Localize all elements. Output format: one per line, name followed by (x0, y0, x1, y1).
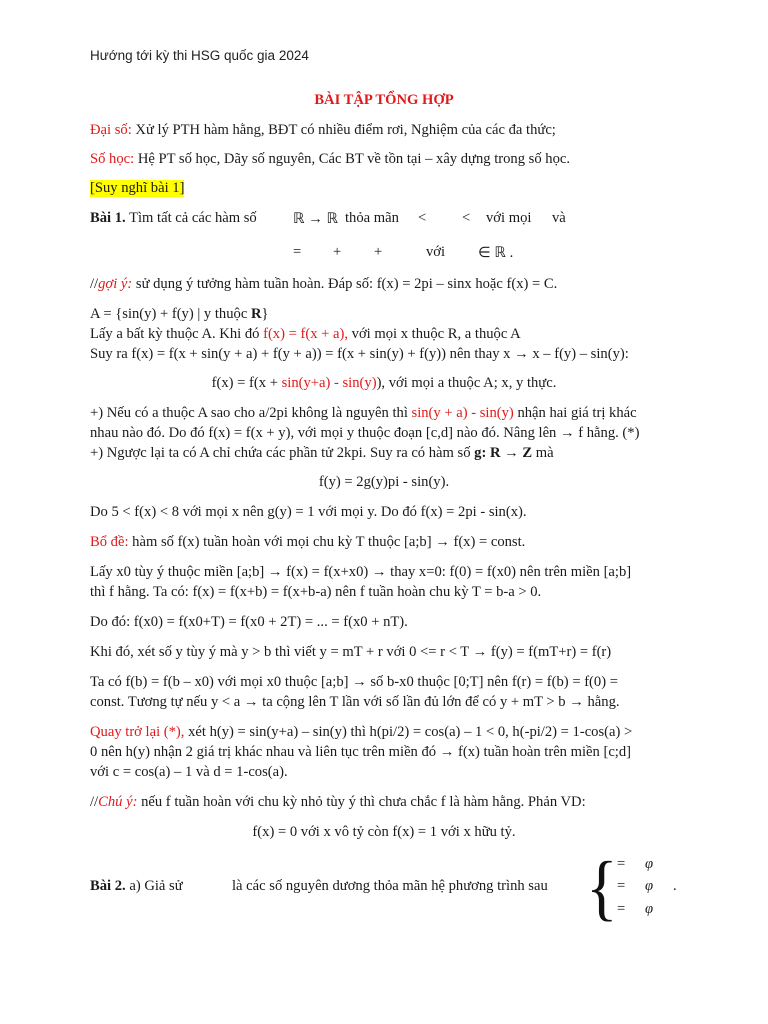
dai-so-text: Xử lý PTH hàm hằng, BĐT có nhiều điểm rơi, Nghiệm của các đa thức; (131, 122, 556, 138)
lay-text1: Lấy a bất kỳ thuộc A. Khi đó (90, 326, 264, 342)
sys-phi2: φ (645, 878, 654, 894)
chuy-label: Chú ý: (98, 794, 138, 810)
chuy-prefix: // (90, 794, 99, 810)
lay-red: f(x) = f(x + a), (263, 326, 349, 342)
sys-eq3: = (617, 901, 626, 917)
bai2-text1: a) Giả sử (125, 878, 183, 894)
sys-dot: . (673, 878, 677, 894)
bai1-label: Bài 1. (90, 210, 126, 226)
lay-line (90, 326, 521, 343)
quay-line1 (90, 724, 632, 741)
quay-line2: 0 nên h(y) nhận 2 giá trị khác nhau và liên tục trên miền đó → f(x) tuần hoàn trên miền [c;d] (90, 744, 632, 760)
set-a-text: A = {sin(y) + f(y) | y thuộc (90, 306, 251, 322)
bai1-line1 (90, 210, 257, 227)
fx-text2: ), với mọi a thuộc A; x, y thực. (376, 375, 557, 391)
so-hoc-line (90, 151, 570, 168)
bai1-l2-plus1: + (333, 244, 342, 260)
fx-red: sin(y+a) - sin(y) (281, 375, 377, 391)
bai2-text2: là các số nguyên dương thỏa mãn hệ phương trình sau (232, 878, 548, 894)
goi-y-label: gợi ý: (98, 276, 133, 292)
sys-eq1: = (617, 856, 626, 872)
bai1-l2-voi: với (426, 244, 446, 260)
taco-line1: Ta có f(b) = f(b – x0) với mọi x0 thuộc [a;b] → số b-x0 thuộc [0;T] nên f(r) = f(b) = f(0) = (90, 674, 618, 690)
bai1-text4: và (552, 210, 566, 226)
nguoc-bold: g: R → Z (474, 445, 533, 461)
nguoc-line (90, 445, 554, 462)
chuy-line (90, 794, 586, 811)
khido-line: Khi đó, xét số y tùy ý mà y > b thì viết y = mT + r với 0 <= r < T → f(y) = f(mT+r) = f(r) (90, 644, 612, 660)
bode-line (90, 534, 525, 551)
quay-line3: với c = cos(a) – 1 và d = 1-cos(a). (90, 764, 288, 780)
fy-line: f(y) = 2g(y)pi - sin(y). (318, 474, 450, 490)
bai1-l2-plus2: + (374, 244, 383, 260)
set-a-bold: R (250, 306, 262, 322)
lay-text2: với mọi x thuộc R, a thuộc A (348, 326, 521, 342)
goi-y-text: sử dụng ý tưởng hàm tuần hoàn. Đáp số: f(x) = 2pi – sinx hoặc f(x) = C. (132, 276, 558, 292)
neu-line1 (90, 405, 637, 422)
sys-eq2: = (617, 878, 626, 894)
page-header: Hướng tới kỳ thi HSG quốc gia 2024 (90, 48, 309, 63)
sys-phi3: φ (645, 901, 654, 917)
suy-nghi-highlight: [Suy nghĩ bài 1] (90, 180, 185, 196)
bai1-text1: Tìm tất cả các hàm số (125, 210, 257, 226)
neu-text2: nhận hai giá trị khác (513, 405, 637, 421)
page-title: BÀI TẬP TỔNG HỢP (314, 92, 454, 108)
bai2-label: Bài 2. (90, 878, 126, 894)
bai1-lt1: < (418, 210, 427, 226)
neu-text1: +) Nếu có a thuộc A sao cho a/2pi không là nguyên thì (90, 405, 412, 421)
dodo-line: Do đó: f(x0) = f(x0+T) = f(x0 + 2T) = ... = f(x0 + nT). (90, 614, 408, 630)
fx-text1: f(x) = f(x + (211, 375, 282, 391)
bode-label: Bổ đề: (90, 534, 129, 550)
goi-y-prefix: // (90, 276, 99, 292)
bai1-l2-in: ∈ ℝ . (478, 245, 514, 261)
phanvd-line: f(x) = 0 với x vô tỷ còn f(x) = 1 với x hữu tỷ. (252, 824, 516, 840)
fx-line (0, 375, 768, 392)
system-brace: { (586, 847, 618, 928)
nguoc-text2: mà (532, 445, 554, 461)
so-hoc-label: Số học: (90, 151, 135, 167)
dai-so-label: Đại số: (90, 122, 132, 138)
quay-label: Quay trở lại (*), (90, 724, 185, 740)
nguoc-text1: +) Ngược lại ta có A chỉ chứa các phần tử 2kpi. Suy ra có hàm số (90, 445, 475, 461)
x0-line1: Lấy x0 tùy ý thuộc miền [a;b] → f(x) = f(x+x0) → thay x=0: f(0) = f(x0) nên trên miền [a;b] (90, 564, 632, 580)
bai2-line (90, 878, 183, 895)
x0-line2: thì f hằng. Ta có: f(x) = f(x+b) = f(x+b-a) nên f tuần hoàn chu kỳ T = b-a > 0. (90, 584, 542, 600)
so-hoc-text: Hệ PT số học, Dãy số nguyên, Các BT về tồn tại – xây dựng trong số học. (134, 151, 570, 167)
sys-phi1: φ (645, 856, 654, 872)
neu-red: sin(y + a) - sin(y) (411, 405, 514, 421)
suyra-line: Suy ra f(x) = f(x + sin(y + a) + f(y + a)) = f(x + sin(y) + f(y)) nên thay x → x – f(y) – sin(y): (90, 346, 629, 362)
bode-text: hàm số f(x) tuần hoàn với mọi chu kỳ T thuộc [a;b] → f(x) = const. (128, 534, 526, 550)
do5-line: Do 5 < f(x) < 8 với mọi x nên g(y) = 1 với mọi y. Do đó f(x) = 2pi - sin(x). (90, 504, 527, 520)
set-a-line (90, 306, 269, 323)
quay-text: xét h(y) = sin(y+a) – sin(y) thì h(pi/2) = cos(a) – 1 < 0, h(-pi/2) = 1-cos(a) > (184, 724, 633, 740)
bai1-text3: với mọi (486, 210, 532, 226)
bai1-text2: thỏa mãn (345, 210, 399, 226)
bai1-map: ℝ → ℝ (293, 211, 339, 227)
neu-line2: nhau nào đó. Do đó f(x) = f(x + y), với mọi y thuộc đoạn [c,d] nào đó. Nâng lên → f hằng. (*) (90, 425, 640, 441)
taco-line2: const. Tương tự nếu y < a → ta cộng lên T lần với số lần đủ lớn để có y + mT > b → hằng. (90, 694, 620, 710)
bai1-l2-eq: = (293, 244, 302, 260)
set-a-end: } (261, 306, 269, 322)
dai-so-line (90, 122, 556, 139)
goi-y-line (90, 276, 557, 293)
bai1-lt2: < (462, 210, 471, 226)
chuy-text: nếu f tuần hoàn với chu kỳ nhỏ tùy ý thì chưa chắc f là hàm hằng. Phản VD: (137, 794, 586, 810)
